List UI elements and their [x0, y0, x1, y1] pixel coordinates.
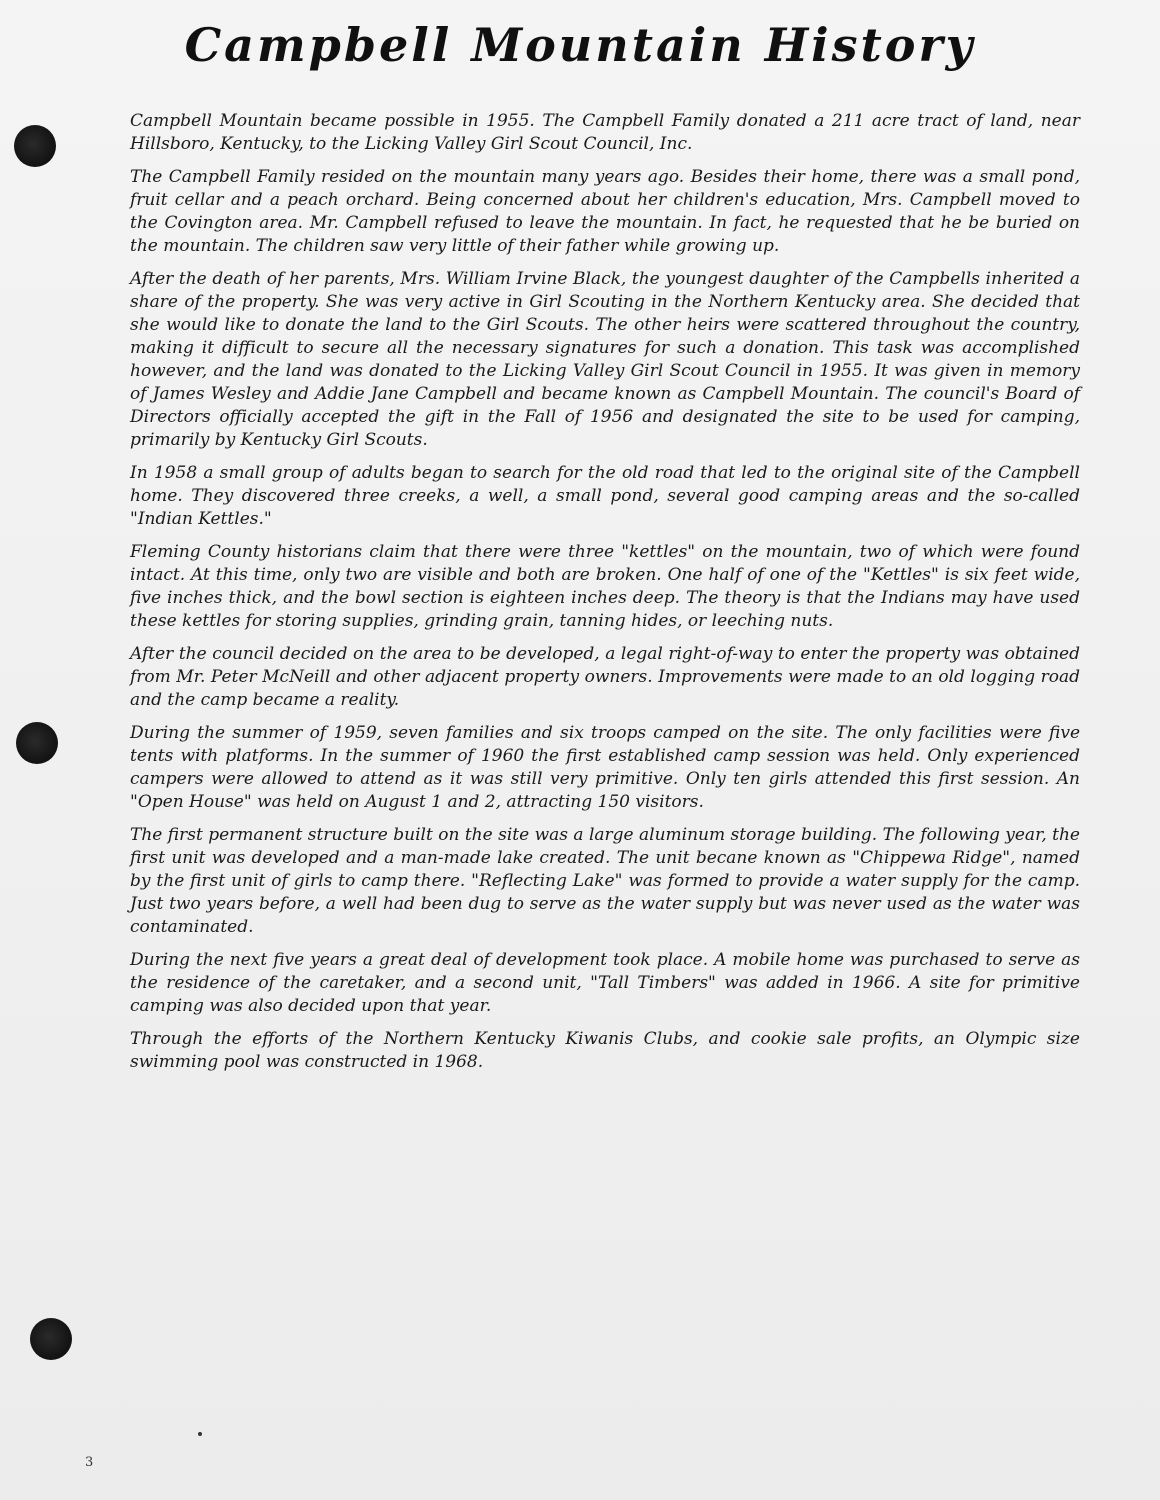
paragraph: Through the efforts of the Northern Kentucky Kiwanis Clubs, and cookie sale profits, an Olympic size swimming pool was constructed in 1968.: [130, 1029, 1080, 1072]
paragraph: During the next five years a great deal of development took place. A mobile home was purchased to serve as the residence of the caretaker, and a second unit, "Tall Timbers" was added in 1966. A site for primitive camping was also decided upon that year.: [130, 950, 1080, 1016]
document-title: Campbell Mountain History: [184, 18, 976, 72]
paragraph: After the council decided on the area to be developed, a legal right-of-way to enter the property was obtained from Mr. Peter McNeill and other adjacent property owners. Improvements were made to an old logging road and the camp became a reality.: [130, 644, 1080, 710]
paragraph: The first permanent structure built on the site was a large aluminum storage building. The following year, the first unit was developed and a man-made lake created. The unit becane known as "Chippewa Ridge", named by the first unit of girls to camp there. "Reflecting Lake" was formed to provide a water supply for the camp. Just two years before, a well had been dug to serve as the water supply but was never used as the water was contaminated.: [130, 825, 1080, 937]
paragraph: In 1958 a small group of adults began to search for the old road that led to the original site of the Campbell home. They discovered three creeks, a well, a small pond, several good camping areas and the so-called "Indian Kettles.": [130, 463, 1080, 529]
paragraph: During the summer of 1959, seven families and six troops camped on the site. The only facilities were five tents with platforms. In the summer of 1960 the first established camp session was held. Only experienced campers were allowed to attend as it was still very primitive. Only ten girls attended this first session. An "Open House" was held on August 1 and 2, attracting 150 visitors.: [130, 723, 1080, 812]
paragraph: The Campbell Family resided on the mountain many years ago. Besides their home, there was a small pond, fruit cellar and a peach orchard. Being concerned about her children's education, Mrs. Campbell moved to the Covington area. Mr. Campbell refused to leave the mountain. In fact, he requested that he be buried on the mountain. The children saw very little of their father while growing up.: [130, 167, 1080, 256]
document-body: [130, 110, 1080, 1084]
ink-speck: [198, 1432, 202, 1436]
punch-hole: [16, 722, 58, 764]
paragraph: After the death of her parents, Mrs. William Irvine Black, the youngest daughter of the Campbells inherited a share of the property. She was very active in Girl Scouting in the Northern Kentucky area. She decided that she would like to donate the land to the Girl Scouts. The other heirs were scattered throughout the country, making it difficult to secure all the necessary signatures for such a donation. This task was accomplished however, and the land was donated to the Licking Valley Girl Scout Council in 1955. It was given in memory of James Wesley and Addie Jane Campbell and became known as Campbell Mountain. The council's Board of Directors officially accepted the gift in the Fall of 1956 and designated the site to be used for camping, primarily by Kentucky Girl Scouts.: [130, 269, 1080, 450]
paragraph: Campbell Mountain became possible in 1955. The Campbell Family donated a 211 acre tract of land, near Hillsboro, Kentucky, to the Licking Valley Girl Scout Council, Inc.: [130, 111, 1080, 154]
paragraph: Fleming County historians claim that there were three "kettles" on the mountain, two of which were found intact. At this time, only two are visible and both are broken. One half of one of the "Kettles" is six feet wide, five inches thick, and the bowl section is eighteen inches deep. The theory is that the Indians may have used these kettles for storing supplies, grinding grain, tanning hides, or leeching nuts.: [130, 542, 1080, 631]
punch-hole: [30, 1318, 72, 1360]
page-mark: 3: [85, 1455, 94, 1470]
punch-hole: [14, 125, 56, 167]
